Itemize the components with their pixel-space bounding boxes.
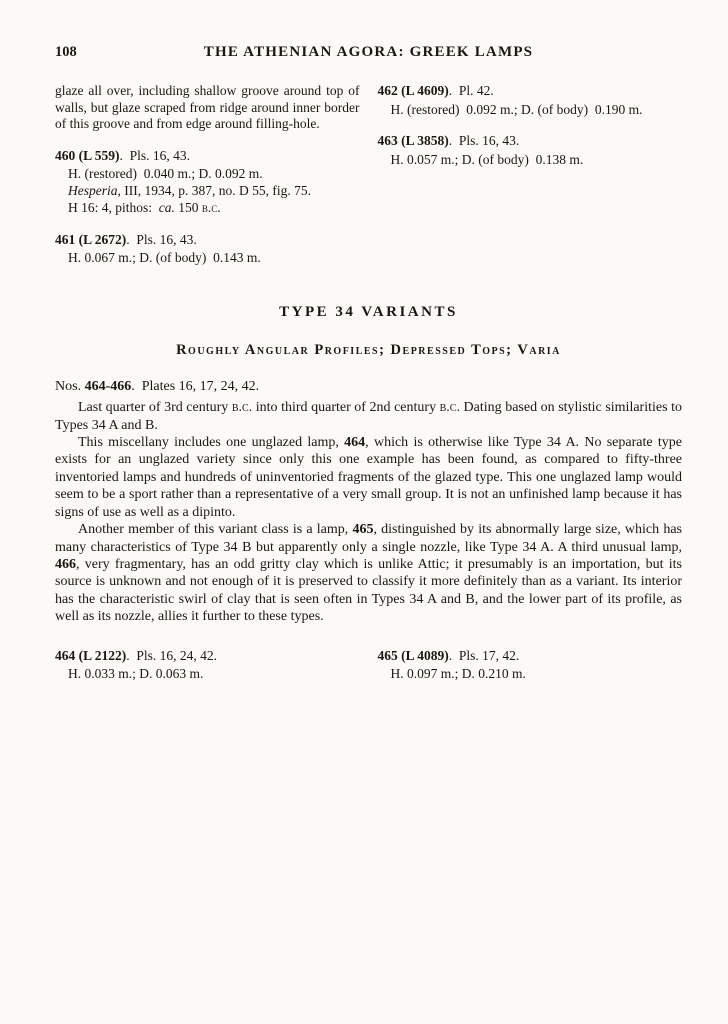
section-subtitle: Roughly Angular Profiles; Depressed Tops; Varia xyxy=(176,341,561,358)
bottom-left-column xyxy=(55,648,360,683)
entry-heading: 464 (L 2122). Pls. 16, 24, 42. xyxy=(55,647,218,663)
type-34-variants-section xyxy=(55,304,682,626)
running-header-title: THE ATHENIAN AGORA: GREEK LAMPS xyxy=(203,44,534,60)
dating-paragraph: Last quarter of 3rd century b.c. into third quarter of 2nd century b.c. Dating based on stylistic similarities to Types 34 A and B. xyxy=(55,400,682,433)
top-right-column xyxy=(378,83,683,267)
top-two-column-section xyxy=(55,83,682,267)
catalog-entry-465 xyxy=(378,648,683,683)
entry-heading: 465 (L 4089). Pls. 17, 42. xyxy=(377,647,520,663)
discussion-paragraph-1: This miscellany includes one unglazed lamp, 464, which is otherwise like Type 34 A. No separate type exists for an unglazed variety since only this one example has been found, as compared to fifty-three inventoried lamps and hundreds of uninventoried fragments of the glazed type. This one unglazed lamp would seem to be a sport rather than a representative of a very small group. It is not an unfinished lamp because it has signs of use as well as a dipinto. xyxy=(55,435,682,520)
continuation-paragraph: glaze all over, including shallow groove around top of walls, but glaze scraped from ridge around inner border of this groove and from edge around filling-hole. xyxy=(55,83,360,132)
catalog-entry-463 xyxy=(378,133,683,168)
entry-context-reference: H 16: 4, pithos: ca. 150 b.c. xyxy=(68,200,221,216)
entry-measurements: H. 0.097 m.; D. 0.210 m. xyxy=(390,666,526,682)
entry-heading: 463 (L 3858). Pls. 16, 43. xyxy=(377,133,520,149)
entry-heading: 461 (L 2672). Pls. 16, 43. xyxy=(55,231,197,247)
entry-measurements: H. 0.033 m.; D. 0.063 m. xyxy=(68,666,204,682)
entry-measurements: H. (restored) 0.092 m.; D. (of body) 0.190 m. xyxy=(390,101,643,117)
running-header xyxy=(55,44,682,60)
page-number: 108 xyxy=(55,44,77,60)
top-left-column xyxy=(55,83,360,267)
catalog-entry-464 xyxy=(55,648,360,683)
catalog-numbers-line: Nos. 464-466. Plates 16, 17, 24, 42. xyxy=(55,378,260,394)
catalog-entry-460 xyxy=(55,148,360,217)
entry-reference: Hesperia, III, 1934, p. 387, no. D 55, fig. 75. xyxy=(68,183,311,199)
catalog-entry-461 xyxy=(55,232,360,267)
bottom-two-column-section xyxy=(55,648,682,683)
catalog-entry-462 xyxy=(378,83,683,118)
entry-heading: 460 (L 559). Pls. 16, 43. xyxy=(55,147,191,163)
bottom-right-column xyxy=(378,648,683,683)
entry-measurements: H. (restored) 0.040 m.; D. 0.092 m. xyxy=(68,166,263,182)
entry-heading: 462 (L 4609). Pl. 42. xyxy=(377,83,494,98)
entry-measurements: H. 0.067 m.; D. (of body) 0.143 m. xyxy=(68,250,261,266)
entry-measurements: H. 0.057 m.; D. (of body) 0.138 m. xyxy=(390,151,584,167)
discussion-paragraph-2: Another member of this variant class is a lamp, 465, distinguished by its abnormally large size, which has many characteristics of Type 34 B but apparently only a single nozzle, like Type 34 A. A third unusual lamp, 466, very fragmentary, has an odd gritty clay which is unlike Attic; it presumably is an importation, but its source is unknown and not enough of it is preserved to classify it more definitely than as a variant. Its interior has the characteristic swirl of clay that is seen often in Types 34 A and B, and the lower part of its profile, as well as its nozzle, allies it further to these types. xyxy=(55,522,682,625)
section-title: TYPE 34 VARIANTS xyxy=(279,303,458,320)
